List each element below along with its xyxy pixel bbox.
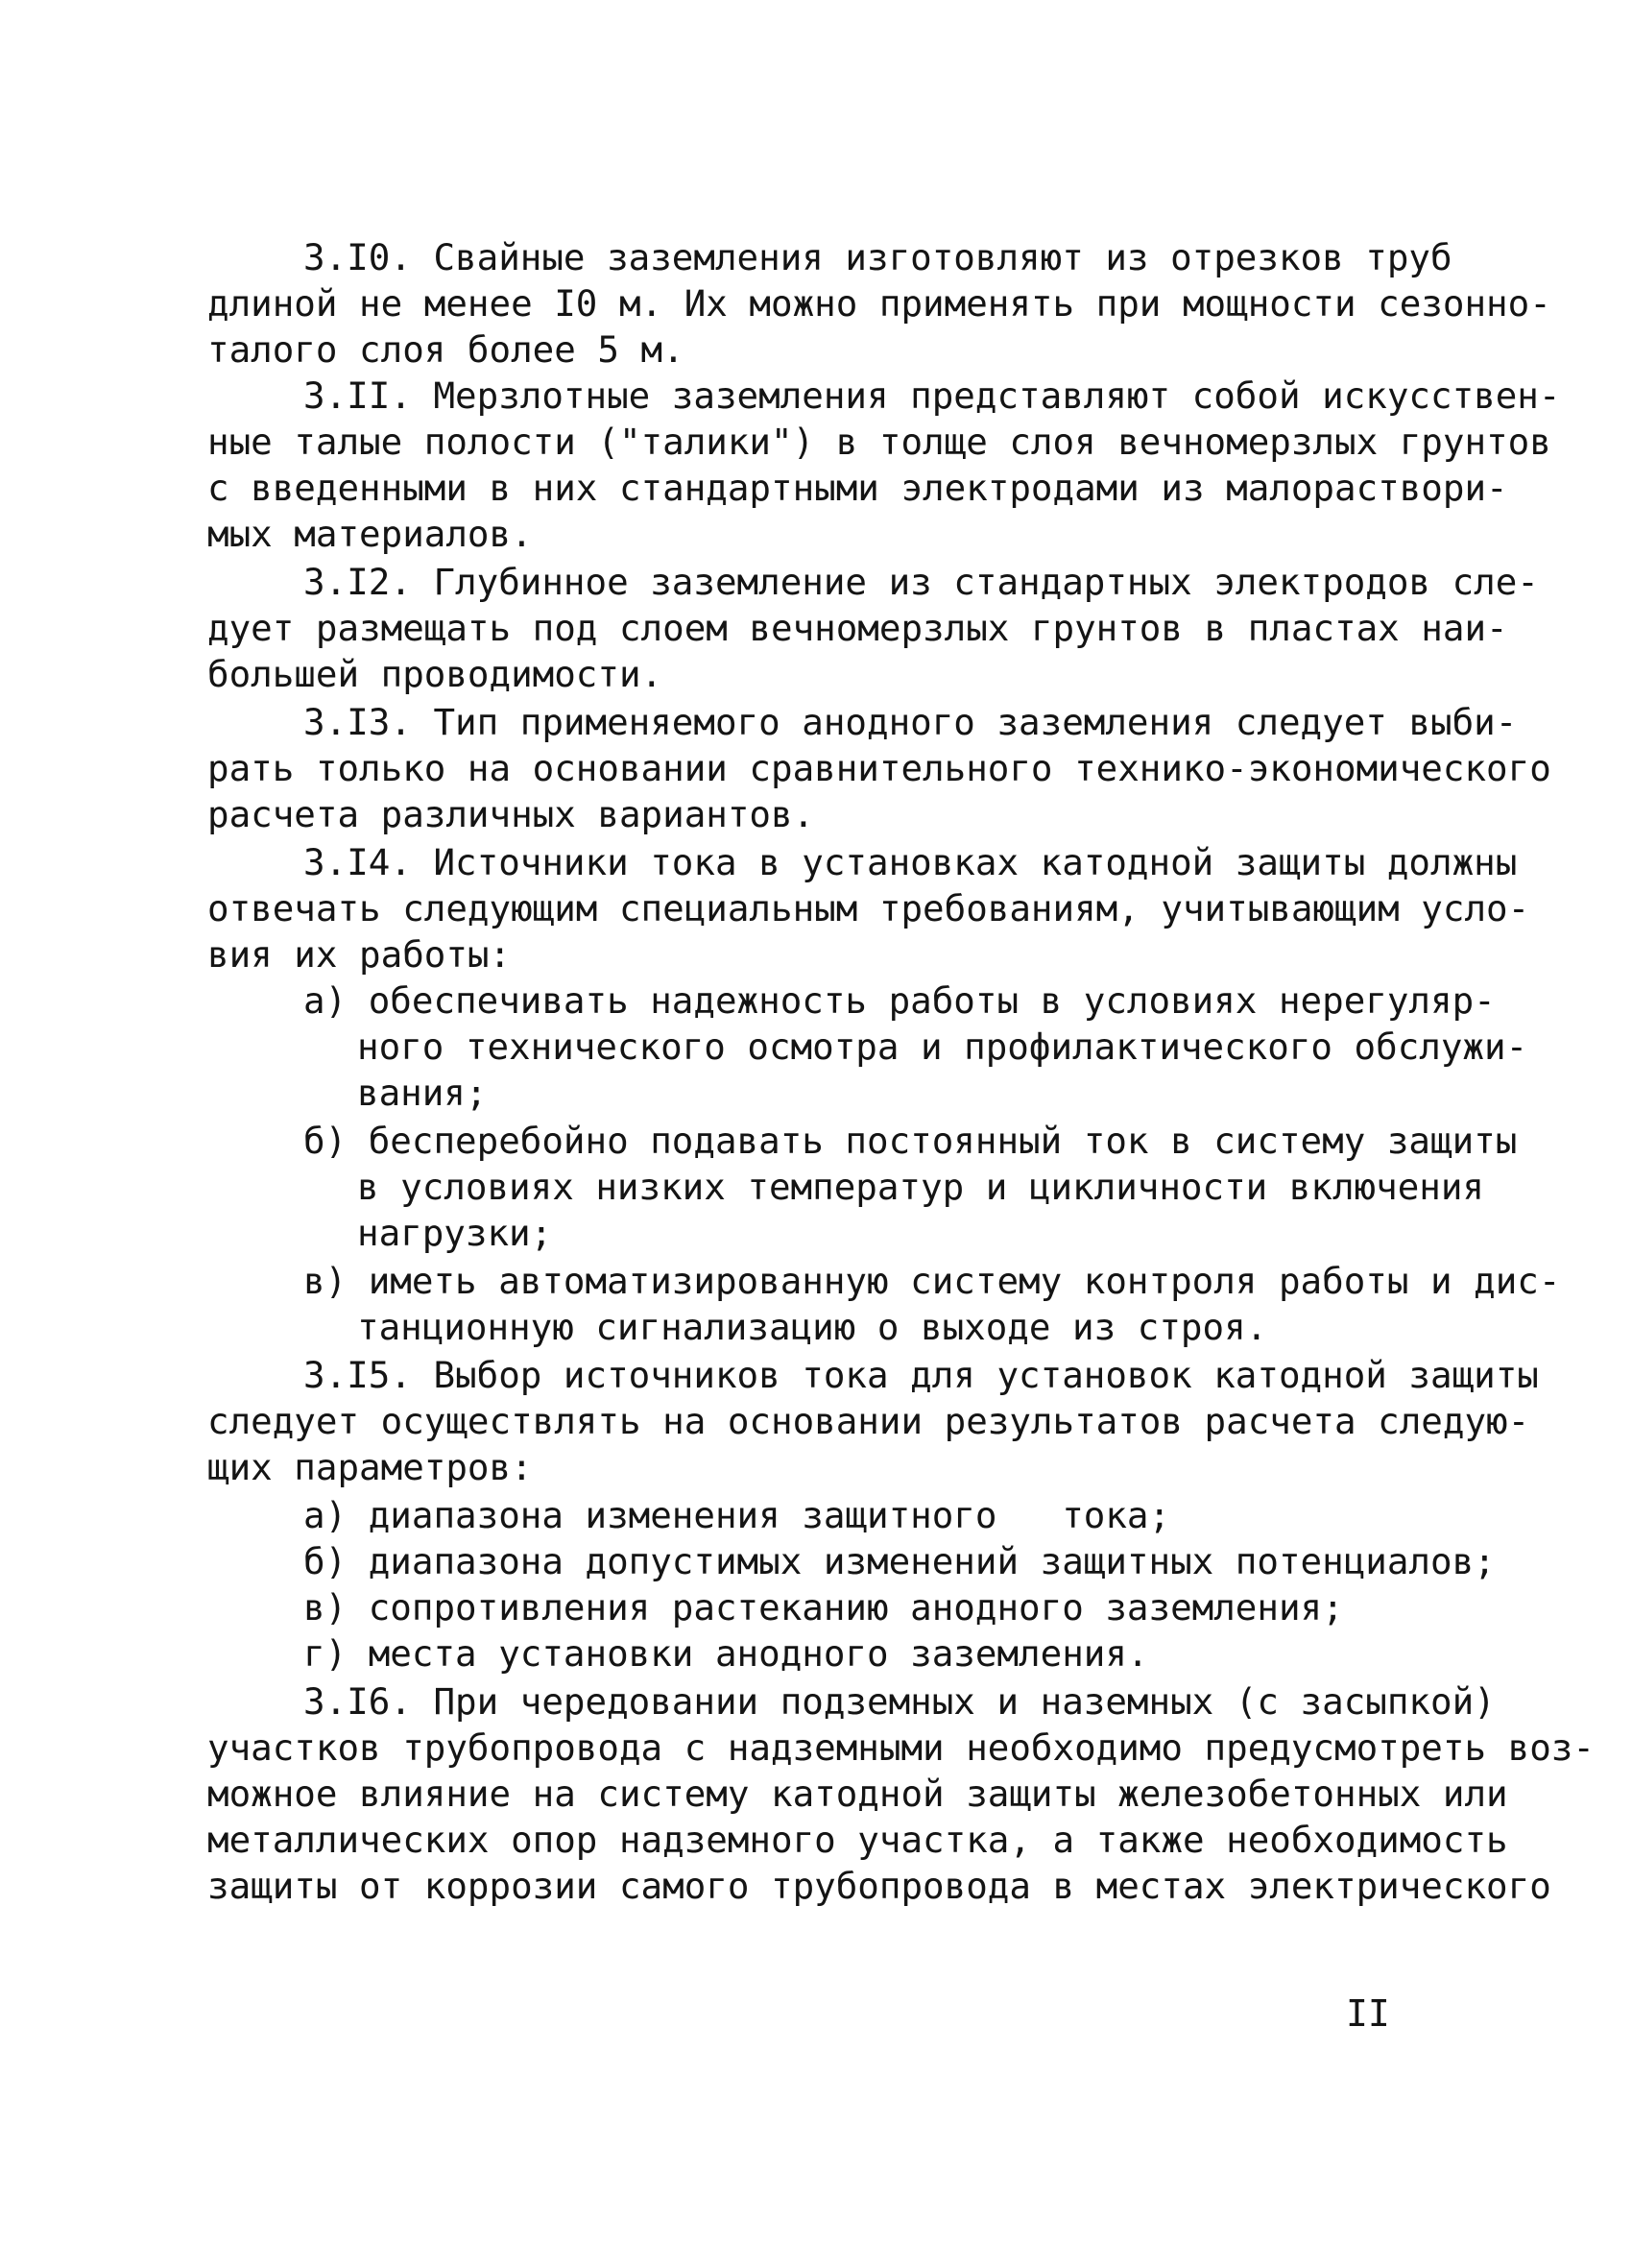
text-line: талого слоя более 5 м. [207,328,684,371]
page-number: II [1346,1992,1390,2035]
text-line: дует размещать под слоем вечномерзлых грунтов в пластах наи- [207,607,1508,649]
text-line: расчета различных вариантов. [207,793,815,835]
text-line: отвечать следующим специальным требованиям, учитывающим усло- [207,887,1530,929]
text-line: рать только на основании сравнительного технико-экономического [207,747,1551,789]
text-line: нагрузки; [357,1212,553,1254]
text-line: 3.I2. Глубинное заземление из стандартных электродов сле- [303,561,1539,603]
list-item: б) бесперебойно подавать постоянный ток в систему защиты [303,1120,1518,1162]
list-item: а) обеспечивать надежность работы в условиях нерегуляр- [303,979,1496,1022]
text-line: мых материалов. [207,513,533,555]
text-line: 3.I5. Выбор источников тока для установок катодной защиты [303,1354,1539,1396]
text-line: большей проводимости. [207,653,663,695]
text-line: длиной не менее I0 м. Их можно применять при мощности сезонно- [207,282,1551,325]
text-line: танционную сигнализацию о выходе из строя. [357,1306,1268,1348]
text-line: участков трубопровода с надземными необходимо предусмотреть воз- [207,1726,1595,1769]
list-item: в) иметь автоматизированную систему контроля работы и дис- [303,1260,1561,1302]
text-line: металлических опор надземного участка, а также необходимость [207,1819,1508,1861]
text-line: 3.I3. Тип применяемого анодного заземления следует выби- [303,701,1518,743]
text-line: защиты от коррозии самого трубопровода в местах электрического [207,1865,1551,1907]
list-item: г) места установки анодного заземления. [303,1632,1149,1675]
text-line: ного технического осмотра и профилактического обслужи- [357,1025,1528,1068]
text-line: вания; [357,1072,488,1114]
text-line: 3.I6. При чередовании подземных и наземных (с засыпкой) [303,1680,1496,1723]
text-line: 3.II. Мерзлотные заземления представляют собой искусствен- [303,374,1561,417]
text-line: можное влияние на систему катодной защиты железобетонных или [207,1773,1508,1815]
text-line: ные талые полости ("талики") в толще слоя вечномерзлых грунтов [207,421,1551,463]
list-item: в) сопротивления растеканию анодного заземления; [303,1586,1344,1629]
text-line: 3.I4. Источники тока в установках катодной защиты должны [303,841,1518,883]
list-item: б) диапазона допустимых изменений защитных потенциалов; [303,1540,1496,1582]
text-line: 3.I0. Свайные заземления изготовляют из отрезков труб [303,236,1452,278]
text-line: щих параметров: [207,1446,533,1488]
text-line: с введенными в них стандартными электродами из малораствори- [207,467,1508,509]
list-item: а) диапазона изменения защитного тока; [303,1494,1171,1536]
text-line: вия их работы: [207,933,512,976]
text-line: следует осуществлять на основании результатов расчета следую- [207,1400,1530,1442]
text-line: в условиях низких температур и цикличности включения [357,1166,1484,1208]
